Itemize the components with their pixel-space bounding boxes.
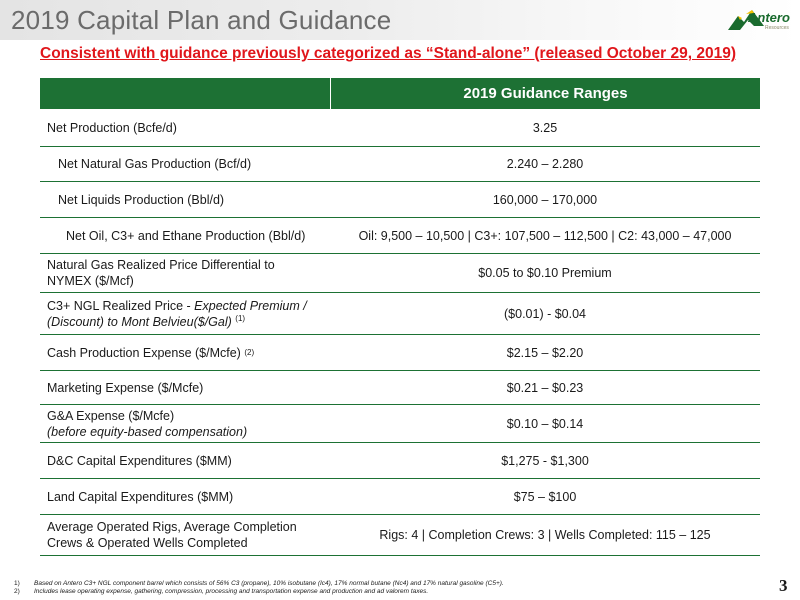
row-value: $1,275 - $1,300	[501, 453, 589, 468]
row-label-line-1: C3+ NGL Realized Price -	[47, 298, 195, 313]
row-label: D&C Capital Expenditures ($MM)	[47, 453, 232, 468]
row-value: $2.15 – $2.20	[506, 345, 584, 360]
footnote	[14, 588, 504, 596]
row-label	[40, 405, 330, 442]
row-value: $0.21 – $0.23	[506, 380, 584, 395]
footnote-text: Based on Antero C3+ NGL component barrel which consists of 56% C3 (propane), 10% isobutane (Ic4), 17% normal butane (Nc4) and 17% natural gasoline (C5+).	[34, 580, 504, 587]
row-value: $0.10 – $0.14	[506, 416, 584, 431]
row-value: 3.25	[532, 120, 558, 135]
table-row	[40, 335, 760, 371]
row-label-line-1: Natural Gas Realized Price Differential to	[47, 258, 275, 272]
page-number: 3	[779, 576, 788, 595]
row-value: Rigs: 4 | Completion Crews: 3 | Wells Completed: 115 – 125	[379, 528, 711, 542]
footnote-number: 1)	[14, 580, 20, 587]
table-row	[40, 218, 760, 254]
row-value: 160,000 – 170,000	[492, 192, 598, 207]
page-title: 2019 Capital Plan and Guidance	[11, 5, 392, 35]
table-row	[40, 147, 760, 182]
footnote	[14, 580, 504, 588]
row-label: Land Capital Expenditures ($MM)	[47, 489, 234, 504]
table-row	[40, 479, 760, 515]
table-row	[40, 405, 760, 443]
row-label: Cash Production Expense ($/Mcfe) (2)	[47, 345, 255, 360]
table-row	[40, 109, 760, 147]
footnote-ref-1: (1)	[235, 313, 246, 323]
header-blank-cell	[40, 78, 330, 109]
table-row	[40, 443, 760, 479]
row-label	[40, 515, 330, 555]
row-label-line-2: Crews & Operated Wells Completed	[47, 536, 248, 550]
subtitle: Consistent with guidance previously categorized as “Stand-alone” (released October 29, 2019)	[40, 45, 736, 62]
row-value: 2.240 – 2.280	[506, 157, 584, 171]
row-label-text: Cash Production Expense ($/Mcfe)	[47, 345, 241, 360]
table-row	[40, 254, 760, 293]
row-value: Oil: 9,500 – 10,500 | C3+: 107,500 – 112,500 | C2: 43,000 – 47,000	[358, 228, 732, 243]
row-value: ($0.01) - $0.04	[504, 306, 586, 321]
footnote-number: 2)	[14, 588, 20, 595]
row-label-line-1-italic: Expected Premium /	[194, 298, 307, 313]
row-label: Net Liquids Production (Bbl/d)	[58, 192, 225, 207]
row-label	[40, 254, 330, 292]
table-row	[40, 182, 760, 218]
header-guidance-ranges: 2019 Guidance Ranges	[330, 78, 760, 109]
row-label-line-1: Average Operated Rigs, Average Completion	[47, 520, 297, 534]
row-label-line-2: NYMEX ($/Mcf)	[47, 274, 134, 288]
row-value: $75 – $100	[513, 489, 577, 504]
table-row	[40, 293, 760, 335]
row-label: Net Natural Gas Production (Bcf/d)	[58, 157, 252, 171]
guidance-table	[40, 78, 760, 556]
footnote-text: Includes lease operating expense, gathering, compression, processing and transportation expense and production and ad valorem taxes.	[34, 588, 429, 595]
row-label-line-2-italic: (Discount) to Mont Belvieu($/Gal)	[47, 314, 232, 329]
row-label: Net Oil, C3+ and Ethane Production (Bbl/d)	[66, 228, 306, 243]
row-label	[40, 293, 330, 334]
table-row	[40, 371, 760, 405]
row-label-line-1: G&A Expense ($/Mcfe)	[47, 408, 175, 423]
row-label: Net Production (Bcfe/d)	[47, 120, 177, 135]
row-value: $0.05 to $0.10 Premium	[478, 266, 612, 280]
footnotes	[14, 580, 504, 596]
row-label-line-2-italic: (before equity-based compensation)	[47, 424, 248, 439]
row-label: Marketing Expense ($/Mcfe)	[47, 380, 204, 395]
logo-subtext: Resources	[765, 25, 789, 31]
table-header	[40, 78, 760, 109]
logo-name: Antero	[748, 10, 790, 25]
table-row	[40, 515, 760, 556]
